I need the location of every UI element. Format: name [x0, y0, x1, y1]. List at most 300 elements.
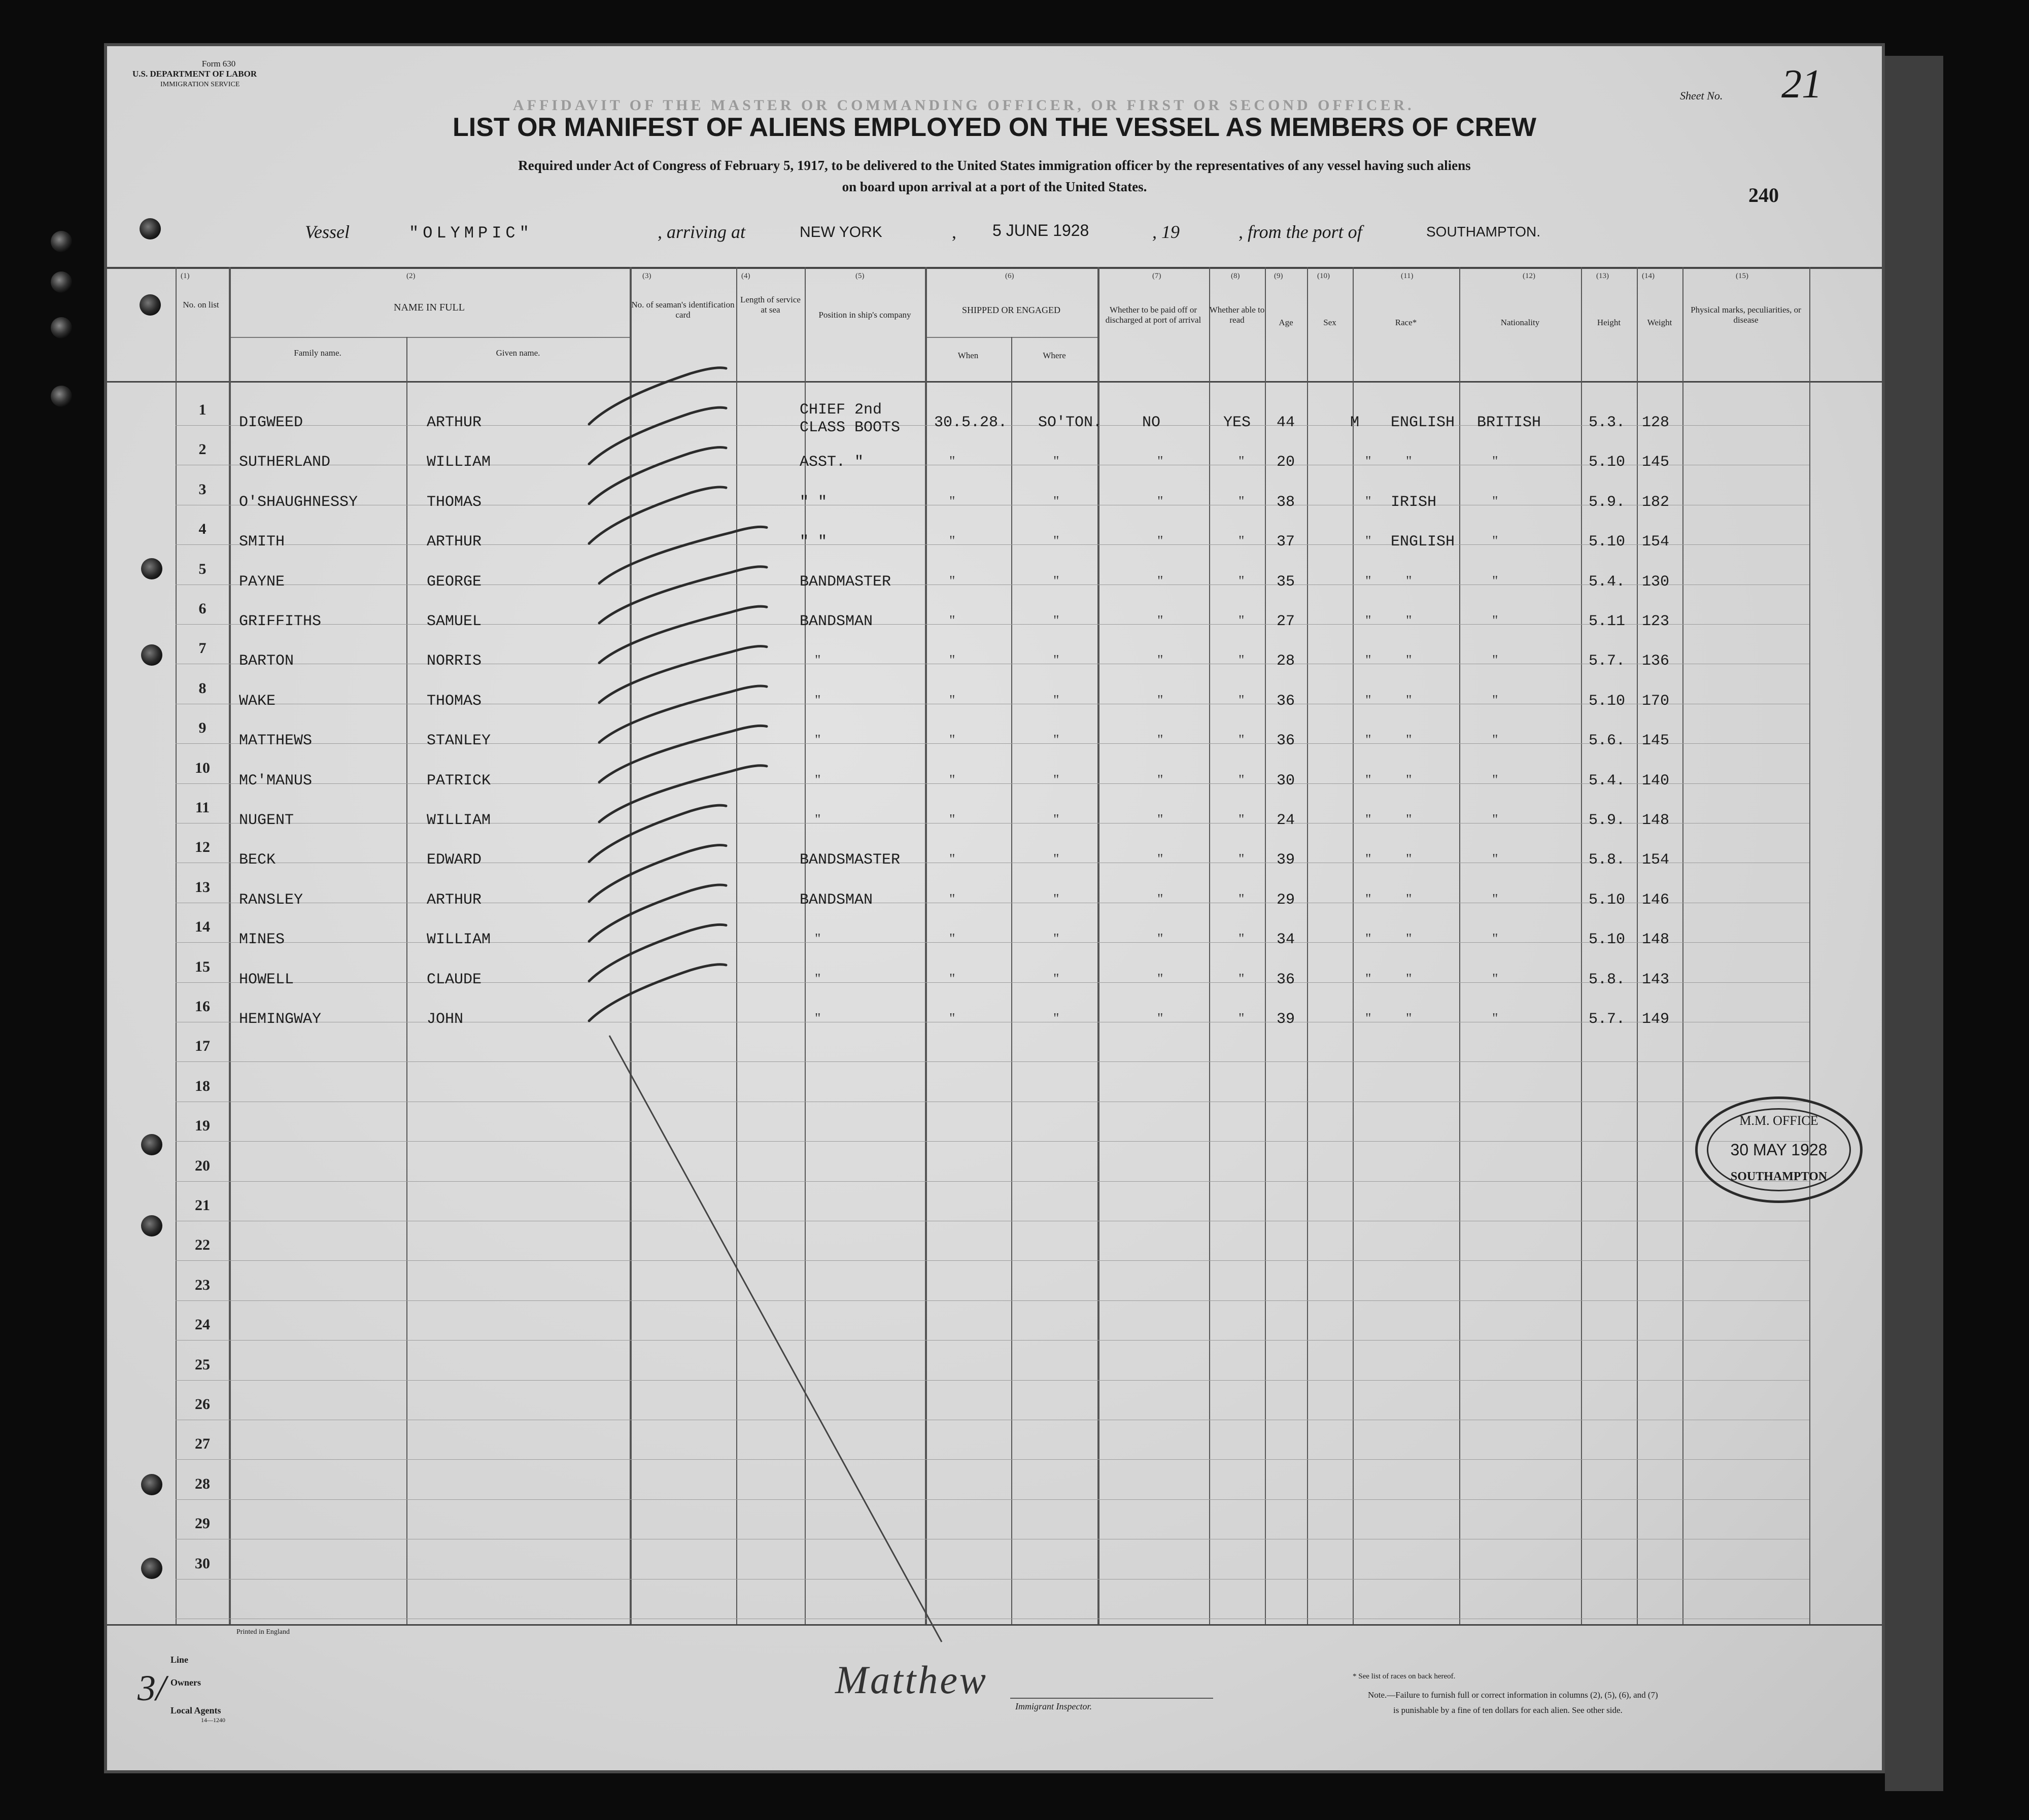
row-number: 18 — [195, 1077, 210, 1094]
col8-number: (8) — [1231, 272, 1240, 280]
able-to-read-cell: " — [1239, 692, 1245, 708]
check-stroke — [599, 726, 767, 782]
height-cell: 5.4. — [1589, 573, 1626, 591]
col5-number: (5) — [855, 272, 865, 280]
family-name-cell: GRIFFITHS — [239, 613, 322, 630]
row-number: 7 — [198, 640, 207, 657]
col5-heading: Position in ship's company — [818, 310, 911, 320]
col11-heading: Race* — [1395, 318, 1417, 327]
given-name-cell: PATRICK — [427, 772, 491, 789]
col3-heading: No. of seaman's identification card — [631, 300, 735, 320]
race-cell: " — [1406, 931, 1412, 947]
race-cell: IRISH — [1391, 493, 1437, 511]
given-name-cell: JOHN — [427, 1011, 464, 1028]
age-cell: 37 — [1277, 533, 1295, 551]
sex-cell: " — [1365, 772, 1371, 788]
binder-hole — [141, 1134, 162, 1155]
col13-number: (13) — [1596, 272, 1609, 280]
where-heading: Where — [1043, 351, 1066, 360]
check-stroke — [599, 567, 767, 623]
col15-heading: Physical marks, peculiarities, or disease — [1691, 305, 1801, 325]
comma: , — [952, 222, 956, 242]
race-cell: " — [1406, 1011, 1412, 1026]
col14-heading: Weight — [1647, 318, 1672, 327]
row-number: 13 — [195, 878, 210, 896]
row-number: 23 — [195, 1276, 210, 1293]
sex-cell: " — [1365, 851, 1371, 868]
height-cell: 5.3. — [1589, 414, 1626, 431]
weight-cell: 149 — [1642, 1011, 1670, 1028]
position-cell: " — [815, 812, 821, 828]
binder-hole — [141, 1558, 162, 1579]
position-cell: BANDSMASTER — [800, 851, 901, 869]
able-to-read-cell: " — [1239, 732, 1245, 748]
given-name-cell: EDWARD — [427, 851, 482, 869]
nationality-cell: " — [1492, 493, 1498, 509]
nationality-cell: " — [1492, 533, 1498, 550]
line-label: Line — [170, 1655, 189, 1665]
vessel-name: "OLYMPIC" — [409, 224, 533, 243]
check-stroke — [589, 487, 726, 543]
family-name-cell: MATTHEWS — [239, 732, 313, 750]
stamp-top-text: M.M. OFFICE — [1739, 1113, 1818, 1128]
col10-heading: Sex — [1323, 318, 1336, 327]
shipped-when-cell: " — [949, 772, 955, 788]
col4-number: (4) — [741, 272, 750, 280]
owners-label: Owners — [170, 1677, 201, 1688]
race-cell: " — [1406, 653, 1412, 669]
row-number: 29 — [195, 1515, 210, 1532]
row-number: 16 — [195, 998, 210, 1015]
weight-cell: 148 — [1642, 812, 1670, 829]
col12-heading: Nationality — [1500, 318, 1540, 327]
family-name-cell: SMITH — [239, 533, 285, 551]
row-number: 8 — [198, 679, 207, 697]
shipped-when-cell: " — [949, 493, 955, 509]
weight-cell: 136 — [1642, 653, 1670, 670]
given-name-cell: THOMAS — [427, 692, 482, 710]
height-cell: 5.10 — [1589, 891, 1626, 909]
col13-heading: Height — [1597, 318, 1621, 327]
check-stroke — [599, 527, 767, 583]
shipped-when-cell: " — [949, 851, 955, 868]
able-to-read-cell: " — [1239, 891, 1245, 907]
height-cell: 5.10 — [1589, 454, 1626, 471]
sex-cell: " — [1365, 533, 1371, 550]
row-number: 25 — [195, 1356, 210, 1373]
col12-number: (12) — [1523, 272, 1535, 280]
shipped-where-cell: " — [1053, 772, 1059, 788]
from-port: SOUTHAMPTON. — [1426, 224, 1541, 239]
row-number: 27 — [195, 1435, 210, 1453]
form-code: 14—1240 — [201, 1716, 225, 1724]
family-name-cell: MC'MANUS — [239, 772, 313, 789]
row-number: 24 — [195, 1316, 210, 1333]
check-stroke — [589, 885, 726, 941]
col2-number: (2) — [406, 272, 416, 280]
shipped-when-cell: " — [949, 454, 955, 470]
row-number: 17 — [195, 1038, 210, 1055]
family-name-cell: RANSLEY — [239, 891, 303, 909]
shipped-where-cell: " — [1053, 971, 1059, 987]
row-number: 2 — [198, 441, 207, 458]
position-cell: " " — [800, 533, 828, 551]
given-name-cell: THOMAS — [427, 493, 482, 511]
given-name-cell: GEORGE — [427, 573, 482, 591]
age-cell: 44 — [1277, 414, 1295, 431]
height-cell: 5.10 — [1589, 533, 1626, 551]
binder-hole — [140, 218, 161, 239]
stamp-date: 30 MAY 1928 — [1730, 1141, 1828, 1159]
paid-off-cell: " — [1157, 533, 1163, 550]
given-name-cell: STANLEY — [427, 732, 491, 750]
weight-cell: 145 — [1642, 454, 1670, 471]
able-to-read-cell: " — [1239, 971, 1245, 987]
height-cell: 5.6. — [1589, 732, 1626, 750]
nationality-cell: " — [1492, 732, 1498, 748]
shipped-when-cell: " — [949, 692, 955, 708]
paid-off-cell: " — [1157, 573, 1163, 589]
sex-cell: " — [1365, 613, 1371, 629]
position-cell: " — [815, 732, 821, 748]
height-cell: 5.11 — [1589, 613, 1626, 630]
race-cell: " — [1406, 971, 1412, 987]
col9-heading: Age — [1279, 318, 1293, 327]
shipped-when-cell: " — [949, 931, 955, 947]
row-number: 28 — [195, 1475, 210, 1492]
age-cell: 36 — [1277, 732, 1295, 750]
check-stroke — [589, 407, 726, 464]
page-count: 240 — [1748, 184, 1779, 207]
family-name-cell: BECK — [239, 851, 276, 869]
race-cell: " — [1406, 613, 1412, 629]
binder-hole — [141, 644, 162, 666]
weight-cell: 143 — [1642, 971, 1670, 988]
check-stroke — [589, 845, 726, 902]
row-number: 9 — [198, 719, 207, 737]
race-cell: " — [1406, 891, 1412, 907]
binder-hole — [141, 1215, 162, 1237]
sex-cell: " — [1365, 1011, 1371, 1026]
height-cell: 5.9. — [1589, 812, 1626, 829]
arrival-port: NEW YORK — [800, 224, 882, 241]
given-name-heading: Given name. — [496, 348, 540, 358]
paid-off-cell: " — [1157, 493, 1163, 509]
age-cell: 39 — [1277, 851, 1295, 869]
sex-cell: " — [1365, 653, 1371, 669]
binder-hole — [141, 1474, 162, 1495]
family-name-cell: DIGWEED — [239, 414, 303, 431]
position-cell: BANDSMAN — [800, 613, 873, 630]
weight-cell: 154 — [1642, 533, 1670, 551]
row-number: 12 — [195, 839, 210, 856]
nationality-cell: " — [1492, 851, 1498, 868]
paid-off-cell: " — [1157, 732, 1163, 748]
family-name-cell: PAYNE — [239, 573, 285, 591]
col15-number: (15) — [1736, 272, 1748, 280]
sex-cell: " — [1365, 573, 1371, 589]
shipped-where-cell: SO'TON. — [1038, 414, 1103, 431]
shipped-where-cell: " — [1053, 613, 1059, 629]
paid-off-cell: " — [1157, 1011, 1163, 1026]
year-prefix: , 19 — [1152, 222, 1180, 242]
shipped-when-cell: " — [949, 812, 955, 828]
height-cell: 5.7. — [1589, 653, 1626, 670]
age-cell: 39 — [1277, 1011, 1295, 1028]
age-cell: 24 — [1277, 812, 1295, 829]
family-name-cell: BARTON — [239, 653, 294, 670]
paid-off-cell: " — [1157, 812, 1163, 828]
subtitle-line1: Required under Act of Congress of February 5, 1917, to be delivered to the United States immigration officer by the representatives of any vessel having such aliens — [518, 158, 1471, 173]
able-to-read-cell: " — [1239, 533, 1245, 550]
able-to-read-cell: " — [1239, 851, 1245, 868]
row-number: 22 — [195, 1237, 210, 1254]
given-name-cell: ARTHUR — [427, 414, 482, 431]
col7-heading: Whether to be paid off or discharged at port of arrival — [1105, 305, 1201, 325]
weight-cell: 128 — [1642, 414, 1670, 431]
age-cell: 29 — [1277, 891, 1295, 909]
nationality-cell: " — [1492, 812, 1498, 828]
table-bottom-border — [107, 1624, 1882, 1626]
diagonal-strike-line — [609, 1036, 942, 1642]
check-marks-overlay — [107, 46, 1882, 1771]
col6-heading: SHIPPED OR ENGAGED — [961, 305, 1060, 315]
paid-off-cell: " — [1157, 613, 1163, 629]
age-cell: 38 — [1277, 493, 1295, 511]
nationality-cell: " — [1492, 931, 1498, 947]
fine-note-line2: is punishable by a fine of ten dollars for each alien. See other side. — [1393, 1705, 1623, 1715]
position-cell: ASST. " — [800, 454, 864, 471]
row-number: 20 — [195, 1157, 210, 1174]
nationality-cell: " — [1492, 613, 1498, 629]
position-cell: " — [815, 692, 821, 708]
height-cell: 5.8. — [1589, 971, 1626, 988]
age-cell: 34 — [1277, 931, 1295, 949]
weight-cell: 146 — [1642, 891, 1670, 909]
able-to-read-cell: " — [1239, 613, 1245, 629]
sheet-label: Sheet No. — [1680, 89, 1723, 102]
given-name-cell: WILLIAM — [427, 812, 491, 829]
given-name-cell: ARTHUR — [427, 891, 482, 909]
weight-cell: 170 — [1642, 692, 1670, 710]
bleed-through-text: AFFIDAVIT OF THE MASTER OR COMMANDING OFFICER, OR FIRST OR SECOND OFFICER. — [513, 97, 1415, 114]
col14-number: (14) — [1642, 272, 1655, 280]
shipped-where-cell: " — [1053, 732, 1059, 748]
shipped-where-cell: " — [1053, 812, 1059, 828]
binder-hole — [51, 271, 72, 293]
age-cell: 28 — [1277, 653, 1295, 670]
nationality-cell: " — [1492, 573, 1498, 589]
position-cell: CHIEF 2nd — [800, 401, 882, 419]
nationality-cell: " — [1492, 891, 1498, 907]
position-cell: " — [815, 931, 821, 947]
given-name-cell: WILLIAM — [427, 454, 491, 471]
sex-cell: " — [1365, 493, 1371, 509]
given-name-cell: WILLIAM — [427, 931, 491, 949]
race-cell: " — [1406, 573, 1412, 589]
col8-heading: Whether able to read — [1209, 305, 1265, 325]
shipped-when-cell: " — [949, 613, 955, 629]
col10-number: (10) — [1317, 272, 1330, 280]
from-label: , from the port of — [1239, 222, 1362, 242]
race-cell: " — [1406, 692, 1412, 708]
height-cell: 5.7. — [1589, 1011, 1626, 1028]
race-cell: ENGLISH — [1391, 533, 1455, 551]
paid-off-cell: " — [1157, 772, 1163, 788]
check-stroke — [589, 965, 726, 1021]
col7-number: (7) — [1152, 272, 1161, 280]
service-label: IMMIGRATION SERVICE — [160, 81, 240, 88]
paid-off-cell: " — [1157, 931, 1163, 947]
shipped-when-cell: " — [949, 653, 955, 669]
age-cell: 36 — [1277, 692, 1295, 710]
able-to-read-cell: " — [1239, 931, 1245, 947]
family-name-cell: MINES — [239, 931, 285, 949]
paid-off-cell: " — [1157, 891, 1163, 907]
paid-off-cell: " — [1157, 454, 1163, 470]
sex-cell: M — [1350, 414, 1360, 431]
height-cell: 5.10 — [1589, 931, 1626, 949]
sex-cell: " — [1365, 931, 1371, 947]
row-number: 5 — [198, 560, 207, 577]
race-cell: ENGLISH — [1391, 414, 1455, 431]
shipped-when-cell: " — [949, 573, 955, 589]
shipped-when-cell: " — [949, 732, 955, 748]
age-cell: 36 — [1277, 971, 1295, 988]
height-cell: 5.4. — [1589, 772, 1626, 789]
binder-hole — [140, 294, 161, 316]
check-stroke — [599, 606, 767, 663]
sex-cell: " — [1365, 971, 1371, 987]
nationality-cell: BRITISH — [1477, 414, 1541, 431]
weight-cell: 130 — [1642, 573, 1670, 591]
page-title: LIST OR MANIFEST OF ALIENS EMPLOYED ON THE VESSEL AS MEMBERS OF CREW — [453, 113, 1536, 142]
nationality-cell: " — [1492, 653, 1498, 669]
col4-heading: Length of service at sea — [740, 295, 801, 315]
position-cell: " — [815, 1011, 821, 1026]
age-cell: 30 — [1277, 772, 1295, 789]
sex-cell: " — [1365, 454, 1371, 470]
fine-note-line1: Note.—Failure to furnish full or correct information in columns (2), (5), (6), and (7) — [1368, 1690, 1658, 1700]
height-cell: 5.9. — [1589, 493, 1626, 511]
age-cell: 27 — [1277, 613, 1295, 630]
family-name-cell: SUTHERLAND — [239, 454, 331, 471]
able-to-read-cell: " — [1239, 812, 1245, 828]
family-name-cell: HOWELL — [239, 971, 294, 988]
shipped-when-cell: 30.5.28. — [934, 414, 1008, 431]
position-cell: " — [815, 653, 821, 669]
check-stroke — [599, 686, 767, 742]
arriving-label: , arriving at — [658, 222, 746, 242]
row-number: 21 — [195, 1197, 210, 1214]
page-edge-shadow — [1885, 56, 1943, 1791]
printed-in-label: Printed in England — [236, 1628, 290, 1636]
arrival-date: 5 JUNE 1928 — [992, 221, 1089, 239]
inspector-label: Immigrant Inspector. — [1015, 1701, 1092, 1711]
shipped-where-cell: " — [1053, 533, 1059, 550]
sex-cell: " — [1365, 692, 1371, 708]
row-number: 14 — [195, 918, 210, 936]
shipped-where-cell: " — [1053, 891, 1059, 907]
races-note: * See list of races on back hereof. — [1353, 1672, 1456, 1680]
given-name-cell: ARTHUR — [427, 533, 482, 551]
race-cell: " — [1406, 812, 1412, 828]
family-name-cell: WAKE — [239, 692, 276, 710]
shipped-where-cell: " — [1053, 573, 1059, 589]
department-label: U.S. DEPARTMENT OF LABOR — [132, 69, 257, 79]
binder-hole — [51, 386, 72, 407]
sex-cell: " — [1365, 891, 1371, 907]
position-line2-cell: CLASS BOOTS — [800, 419, 901, 436]
able-to-read-cell: " — [1239, 772, 1245, 788]
paid-off-cell: " — [1157, 692, 1163, 708]
subtitle-line2: on board upon arrival at a port of the United States. — [842, 179, 1147, 194]
col2-heading: NAME IN FULL — [394, 302, 465, 313]
shipped-when-cell: " — [949, 971, 955, 987]
shipped-where-cell: " — [1053, 653, 1059, 669]
check-stroke — [589, 924, 726, 981]
shipped-when-cell: " — [949, 1011, 955, 1026]
vessel-label: Vessel — [305, 222, 350, 242]
paid-off-cell: " — [1157, 851, 1163, 868]
height-cell: 5.8. — [1589, 851, 1626, 869]
row-number: 11 — [195, 799, 210, 816]
col1-heading: No. on list — [183, 300, 219, 310]
shipped-where-cell: " — [1053, 692, 1059, 708]
sheet-number: 21 — [1781, 62, 1822, 107]
shipped-where-cell: " — [1053, 931, 1059, 947]
paid-off-cell: " — [1157, 971, 1163, 987]
position-cell: " — [815, 971, 821, 987]
able-to-read-cell: " — [1239, 493, 1245, 509]
check-stroke — [589, 448, 726, 504]
inspector-signature: Matthew — [835, 1658, 988, 1702]
row-number: 26 — [195, 1396, 210, 1413]
shipped-where-cell: " — [1053, 493, 1059, 509]
weight-cell: 123 — [1642, 613, 1670, 630]
when-heading: When — [957, 351, 979, 360]
race-cell: " — [1406, 851, 1412, 868]
family-name-cell: NUGENT — [239, 812, 294, 829]
binder-hole — [51, 317, 72, 338]
position-cell: " — [815, 772, 821, 788]
position-cell: " " — [800, 493, 828, 511]
shipped-when-cell: " — [949, 891, 955, 907]
shipped-when-cell: " — [949, 533, 955, 550]
local-agents-label: Local Agents — [170, 1705, 221, 1715]
row-number: 15 — [195, 958, 210, 975]
weight-cell: 148 — [1642, 931, 1670, 949]
col1-number: (1) — [181, 272, 190, 280]
nationality-cell: " — [1492, 1011, 1498, 1026]
position-cell: BANDMASTER — [800, 573, 891, 591]
stamp-bottom-text: SOUTHAMPTON — [1730, 1170, 1828, 1183]
row-number: 1 — [198, 401, 207, 418]
nationality-cell: " — [1492, 971, 1498, 987]
height-cell: 5.10 — [1589, 692, 1626, 710]
row-number: 10 — [195, 759, 210, 776]
given-name-cell: NORRIS — [427, 653, 482, 670]
given-name-cell: SAMUEL — [427, 613, 482, 630]
age-cell: 35 — [1277, 573, 1295, 591]
paid-off-cell: NO — [1142, 414, 1161, 431]
row-number: 3 — [198, 480, 207, 498]
manifest-page — [104, 43, 1885, 1773]
mm-office-stamp — [1695, 1096, 1863, 1203]
row-number: 19 — [195, 1117, 210, 1135]
row-number: 6 — [198, 600, 207, 617]
family-name-cell: O'SHAUGHNESSY — [239, 493, 358, 511]
